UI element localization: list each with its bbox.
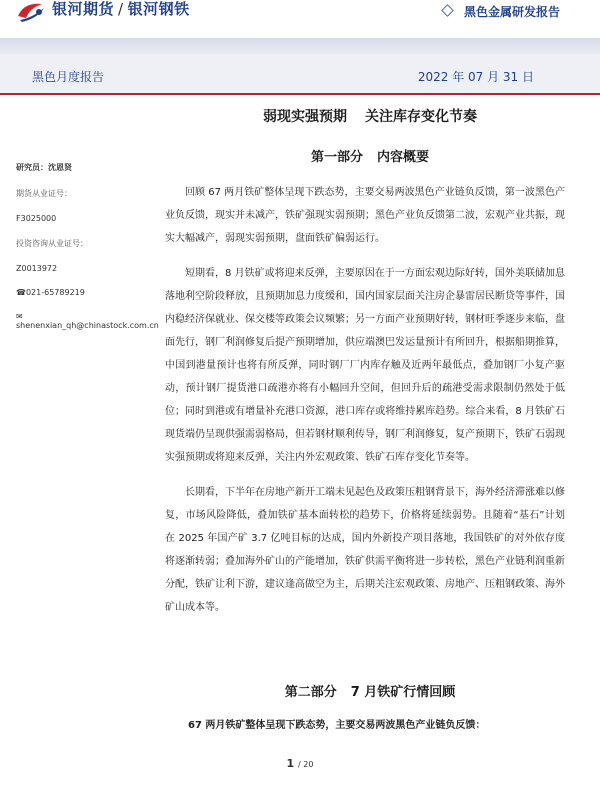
license-number: F3025000 (16, 214, 57, 223)
report-type: 黑色月度报告 (32, 70, 105, 84)
section2-subheading: 67 两月铁矿整体呈现下跌态势，主要交易两波黑色产业链负反馈： (188, 720, 486, 731)
summary-body (165, 181, 565, 631)
section2-heading (0, 681, 600, 700)
header-band (0, 38, 600, 54)
total-pages: / 20 (298, 760, 314, 769)
brand-separator: / (118, 0, 124, 18)
paragraph-long-term: 长期看，下半年在房地产新开工端未见起色及政策压粗钢背景下，海外经济滞涨难以修复，市场风险降低，叠加铁矿基本面转松的趋势下，价格将延续弱势。且随着“基石”计划在 2025 年国产矿 3.7 亿吨目标的达成，国内外新投产项目落地，我国铁矿的对外依存度将逐渐转弱；叠加海外矿山的产能增加，铁矿供需平衡将进一步转松，黑色产业链利润重新分配，铁矿让利下游，建议逢高做空为主，后期关注宏观政策、房地产、压粗钢政策、海外矿山成本等。 (165, 487, 565, 613)
page-number (0, 757, 600, 770)
page-header (0, 0, 600, 38)
galaxy-logo-icon (14, 0, 48, 22)
report-category-label: 黑色金属研发报告 (463, 5, 560, 19)
analyst-sidebar (16, 162, 159, 345)
researcher-name: 研究员：沈恩贤 (16, 163, 72, 172)
section2-name: 7 月铁矿行情回顾 (350, 685, 456, 700)
phone-number: ☎021-65789219 (16, 288, 85, 297)
section1-part: 第一部分 (310, 150, 363, 165)
report-title (0, 106, 600, 126)
header-divider (0, 93, 600, 95)
diamond-icon (441, 4, 454, 17)
section1-name: 内容概要 (377, 150, 430, 165)
paragraph-review: 回顾 67 两月铁矿整体呈现下跌态势，主要交易两波黑色产业链负反馈，第一波黑色产业负反馈，现实并未减产，铁矿强现实弱预期；黑色产业负反馈第二波，宏观产业共振，现实大幅减产，弱现实弱预期，盘面铁矿偏弱运行。 (165, 187, 565, 244)
advisor-label: 投资咨询从业证号： (16, 239, 88, 248)
paragraph-short-term: 短期看，8 月铁矿或将迎来反弹，主要原因在于一方面宏观边际好转，国外美联储加息落地利空阶段释放，且预期加息力度缓和，国内国家层面关注房企暴雷居民断贷等事件，国内稳经济保就业、保交楼等政策会议频繁；另一方面产业预期好转，钢材旺季逐步来临，盘面先行，钢厂利润修复后提产预期增加，供应端澳巴发运量预计有所回升，根据船期推算，中国到港量预计也将有所反弹，同时钢厂厂内库存触及近两年最低点，叠加钢厂小复产驱动，预计钢厂提货港口疏港亦将有小幅回升空间，但回升后的疏港受需求限制仍然处于低位；同时到港或有增量补充港口资源，港口库存或将维持累库趋势。综合来看，8 月铁矿石现货端仍呈现供强需弱格局，但若钢材顺利传导，钢厂利润修复，复产预期下，铁矿石弱现实强预期或将迎来反弹，关注内外宏观政策、铁矿石库存变化节奏等。 (165, 268, 565, 463)
current-page: 1 (286, 757, 295, 770)
brand-name (52, 0, 190, 18)
title-part1: 弱现实强预期 (263, 109, 347, 125)
title-part2: 关注库存变化节奏 (365, 109, 477, 125)
email-address[interactable]: ✉shenenxian_qh@chinastock.com.cn (16, 312, 159, 330)
brand-sub: 银河钢铁 (127, 0, 190, 18)
brand-main: 银河期货 (52, 0, 115, 18)
report-category (443, 3, 560, 20)
advisor-number: Z0013972 (16, 264, 58, 273)
license-label: 期货从业证号： (16, 189, 72, 198)
section2-part: 第二部分 (284, 685, 337, 700)
report-date: 2022 年 07 月 31 日 (417, 70, 534, 84)
